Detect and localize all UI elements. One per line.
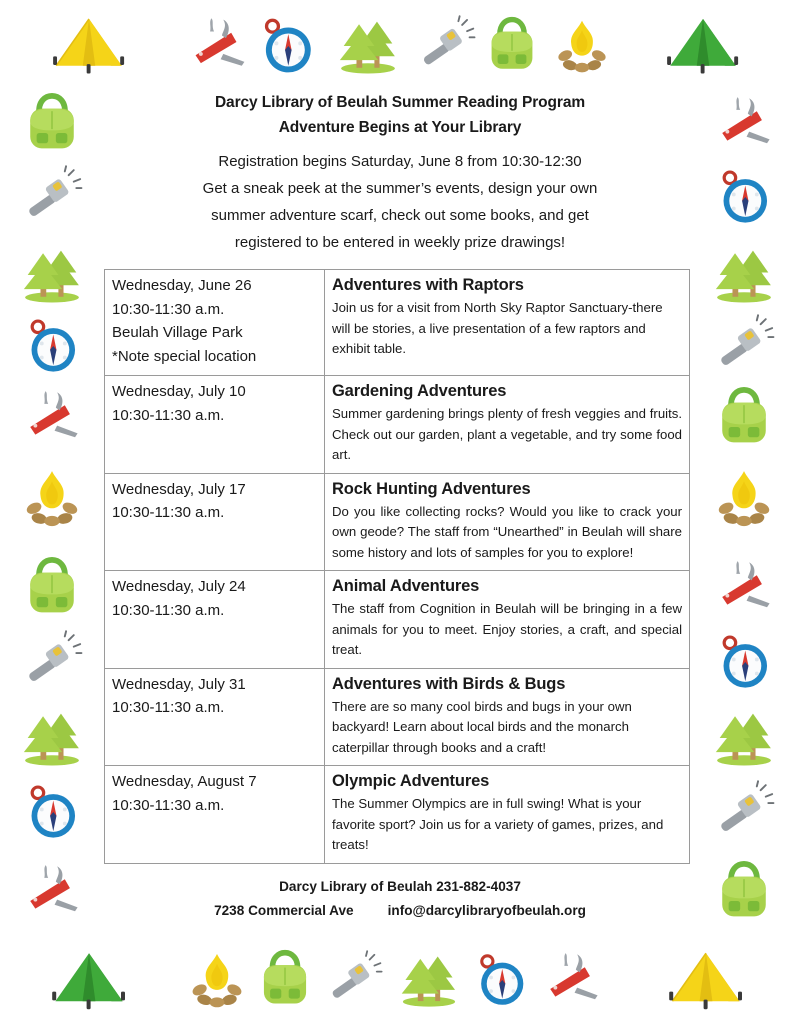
flashlight-icon — [20, 165, 84, 229]
intro-line-2: Get a sneak peek at the summer’s events, design your own — [202, 180, 598, 197]
backpack-icon — [254, 942, 316, 1018]
event-description: The Summer Olympics are in full swing! What is your favorite sport? Join us for a variety of games, prizes, and treats! — [332, 796, 664, 852]
compass-icon — [254, 8, 320, 84]
flashlight-icon — [415, 8, 477, 84]
tent-green-icon — [628, 8, 778, 86]
table-row — [105, 766, 690, 864]
title-line-2: Adventure Begins at Your Library — [278, 119, 522, 136]
flyer-content — [104, 90, 696, 923]
backpack-icon — [712, 860, 776, 924]
footer-address: 7238 Commercial Ave — [214, 902, 354, 918]
table-row — [105, 473, 690, 571]
trees-icon — [398, 942, 460, 1018]
event-description: Join us for a visit from North Sky Raptor Sanctuary-there will be stories, a live presentation of a few raptors and exhibit table. — [332, 300, 663, 356]
campfire-icon — [552, 8, 612, 84]
event-when-line: Beulah Village Park — [112, 324, 243, 341]
compass-icon — [20, 314, 84, 378]
compass-icon — [712, 630, 776, 694]
backpack-icon — [482, 8, 542, 84]
trees-icon — [712, 706, 776, 770]
knife-icon — [712, 556, 776, 620]
event-when-line: Wednesday, July 24 — [112, 578, 246, 595]
trees-icon — [712, 243, 776, 307]
table-row — [105, 668, 690, 766]
event-when-line: 10:30-11:30 a.m. — [112, 601, 225, 619]
event-schedule-table — [104, 269, 690, 864]
event-when-cell — [105, 376, 325, 474]
title-line-1: Darcy Library of Beulah Summer Reading Program — [214, 94, 586, 111]
event-detail-cell — [325, 376, 690, 474]
event-when-line: 10:30-11:30 a.m. — [112, 699, 225, 716]
event-when-line: 10:30-11:30 a.m. — [112, 504, 225, 521]
event-description: Do you like collecting rocks? Would you like to crack your own geode? The staff from “Unearthed” in Beulah will share some history and lots of samples for you to explore! — [332, 503, 682, 560]
event-when-cell — [105, 473, 325, 571]
backpack-icon — [20, 556, 84, 620]
event-title: Animal Adventures — [332, 577, 480, 595]
tent-green-icon — [14, 942, 164, 1022]
event-title: Olympic Adventures — [332, 772, 490, 790]
tent-yellow-icon — [14, 8, 164, 86]
event-when-cell — [105, 270, 325, 376]
trees-icon — [336, 8, 400, 84]
knife-icon — [712, 92, 776, 156]
event-description: Summer gardening brings plenty of fresh veggies and fruits. Check out our garden, plant a vegetable, and try some food art. — [332, 406, 682, 462]
event-when-line: 10:30-11:30 a.m. — [112, 796, 225, 814]
intro-block — [104, 148, 696, 256]
table-row — [105, 376, 690, 474]
backpack-icon — [20, 92, 84, 156]
event-detail-cell — [325, 668, 690, 766]
backpack-icon — [712, 386, 776, 450]
event-when-line: Wednesday, July 10 — [112, 383, 246, 400]
event-when-cell — [105, 668, 325, 766]
event-detail-cell — [325, 766, 690, 864]
footer-line-2 — [104, 899, 696, 923]
intro-line-1: Registration begins Saturday, June 8 from 10:30-12:30 — [218, 153, 582, 170]
event-when-line: Wednesday, July 17 — [112, 480, 246, 498]
intro-line-4: registered to be entered in weekly prize drawings! — [234, 234, 566, 251]
table-row — [105, 571, 690, 669]
flashlight-icon — [324, 942, 384, 1018]
knife-icon — [20, 386, 84, 450]
event-detail-cell — [325, 473, 690, 571]
event-description: The staff from Cognition in Beulah will be bringing in a few animals for you to meet. Enjoy stories, a craft, and special treat. — [332, 601, 682, 657]
event-title: Rock Hunting Adventures — [332, 479, 531, 498]
event-detail-cell — [325, 571, 690, 669]
event-when-line: Wednesday, July 31 — [112, 675, 246, 693]
footer-line-1: Darcy Library of Beulah 231-882-4037 — [279, 878, 521, 894]
table-row — [105, 270, 690, 376]
event-description: There are so many cool birds and bugs in your own backyard! Learn about local birds and the monarch caterpillar through books and a craft! — [332, 698, 632, 755]
knife-icon — [540, 942, 604, 1018]
page-title — [104, 90, 696, 140]
knife-icon — [20, 860, 84, 924]
event-when-line: Wednesday, June 26 — [112, 277, 252, 294]
campfire-icon — [20, 466, 84, 530]
event-when-line: 10:30-11:30 a.m. — [112, 300, 225, 318]
event-detail-cell — [325, 270, 690, 376]
event-title: Gardening Adventures — [332, 382, 507, 400]
tent-yellow-icon — [630, 942, 782, 1022]
event-when-line: Wednesday, August 7 — [112, 773, 257, 790]
flashlight-icon — [712, 780, 776, 844]
event-when-cell — [105, 766, 325, 864]
knife-icon — [185, 8, 251, 84]
event-when-cell — [105, 571, 325, 669]
footer-contact — [104, 875, 696, 923]
event-when-line: 10:30-11:30 a.m. — [112, 406, 225, 424]
footer-email: info@darcylibraryofbeulah.org — [387, 902, 586, 918]
intro-line-3: summer adventure scarf, check out some books, and get — [211, 207, 589, 224]
event-title: Adventures with Birds & Bugs — [332, 674, 566, 693]
event-when-line: *Note special location — [112, 347, 257, 365]
campfire-icon — [186, 942, 248, 1018]
compass-icon — [470, 942, 532, 1018]
campfire-icon — [712, 466, 776, 530]
trees-icon — [20, 706, 84, 770]
flashlight-icon — [20, 630, 84, 694]
event-title: Adventures with Raptors — [332, 276, 524, 294]
flashlight-icon — [712, 314, 776, 378]
compass-icon — [712, 165, 776, 229]
compass-icon — [20, 780, 84, 844]
trees-icon — [20, 243, 84, 307]
